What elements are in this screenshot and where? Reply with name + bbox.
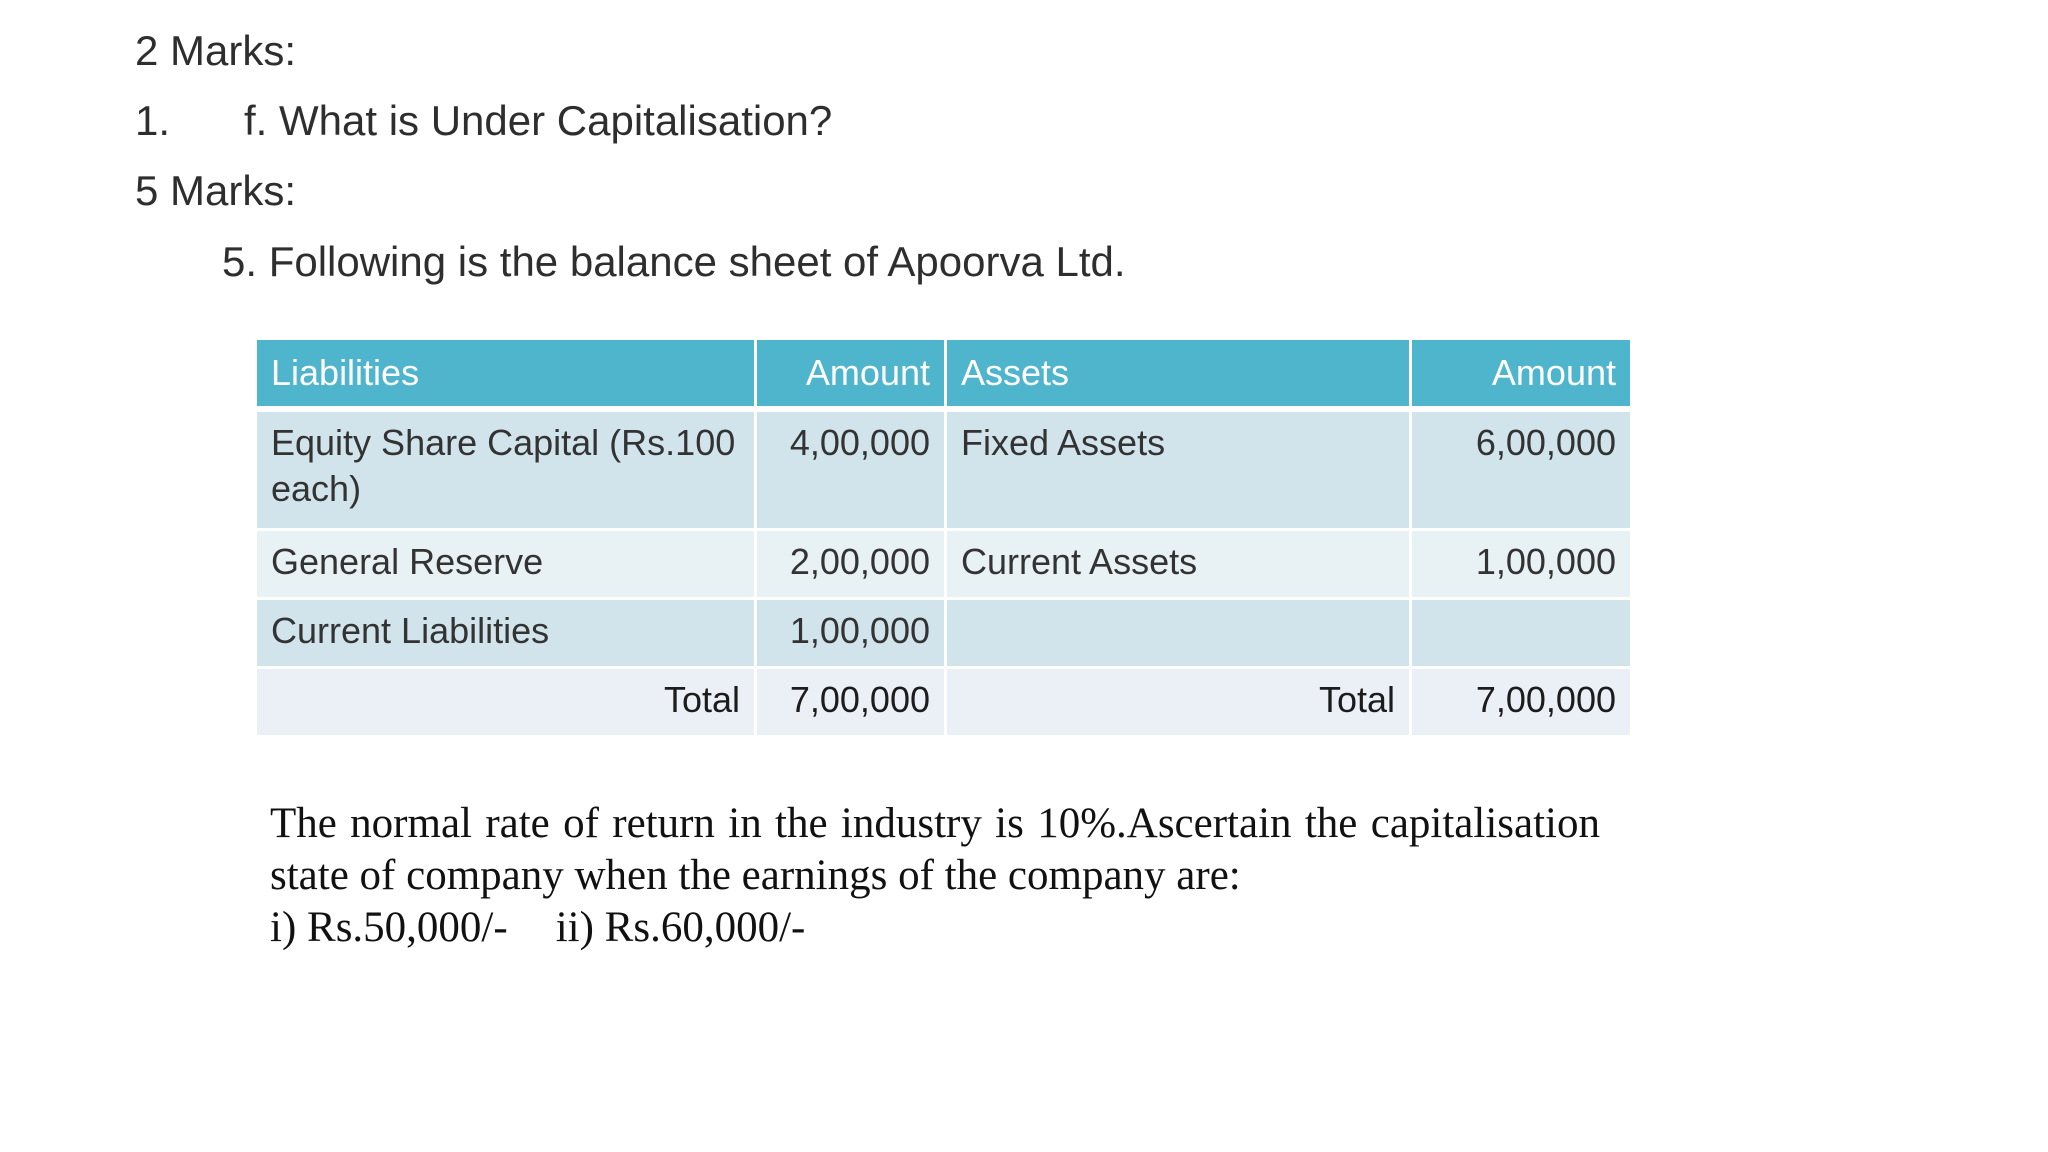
option-ii: ii) Rs.60,000/-	[555, 904, 806, 951]
balance-sheet-table	[254, 337, 1633, 738]
asset-label: Fixed Assets	[946, 409, 1411, 530]
option-i: i) Rs.50,000/-	[270, 904, 508, 951]
problem-options	[270, 902, 1600, 954]
problem-statement-block	[270, 798, 1600, 954]
section-heading-2-marks: 2 Marks:	[135, 27, 297, 74]
liability-amount: 2,00,000	[756, 530, 946, 599]
question-1-number: 1.	[135, 97, 171, 144]
liability-amount: 1,00,000	[756, 599, 946, 668]
asset-amount: 6,00,000	[1411, 409, 1632, 530]
assets-total-amount: 7,00,000	[1411, 668, 1632, 737]
problem-statement: The normal rate of return in the industry is 10%.Ascertain the capitalisation state of company when the earnings of the company are:	[270, 800, 1600, 899]
question-1-text: f. What is Under Capitalisation?	[244, 97, 833, 144]
table-row	[256, 409, 1632, 530]
table-total-row	[256, 668, 1632, 737]
section-heading-5-marks: 5 Marks:	[135, 167, 297, 214]
header-liabilities: Liabilities	[256, 339, 756, 410]
liability-label: General Reserve	[256, 530, 756, 599]
table-header-row	[256, 339, 1632, 410]
assets-total-label: Total	[946, 668, 1411, 737]
asset-amount: 1,00,000	[1411, 530, 1632, 599]
asset-amount	[1411, 599, 1632, 668]
liability-amount: 4,00,000	[756, 409, 946, 530]
header-amount: Amount	[756, 339, 946, 410]
liabilities-total-label: Total	[256, 668, 756, 737]
liability-label: Equity Share Capital (Rs.100 each)	[256, 409, 756, 530]
liabilities-total-amount: 7,00,000	[756, 668, 946, 737]
liability-label: Current Liabilities	[256, 599, 756, 668]
table-row	[256, 530, 1632, 599]
asset-label: Current Assets	[946, 530, 1411, 599]
question-5-text: 5. Following is the balance sheet of Apoorva Ltd.	[222, 238, 1126, 285]
header-amount: Amount	[1411, 339, 1632, 410]
table-row	[256, 599, 1632, 668]
asset-label	[946, 599, 1411, 668]
header-assets: Assets	[946, 339, 1411, 410]
